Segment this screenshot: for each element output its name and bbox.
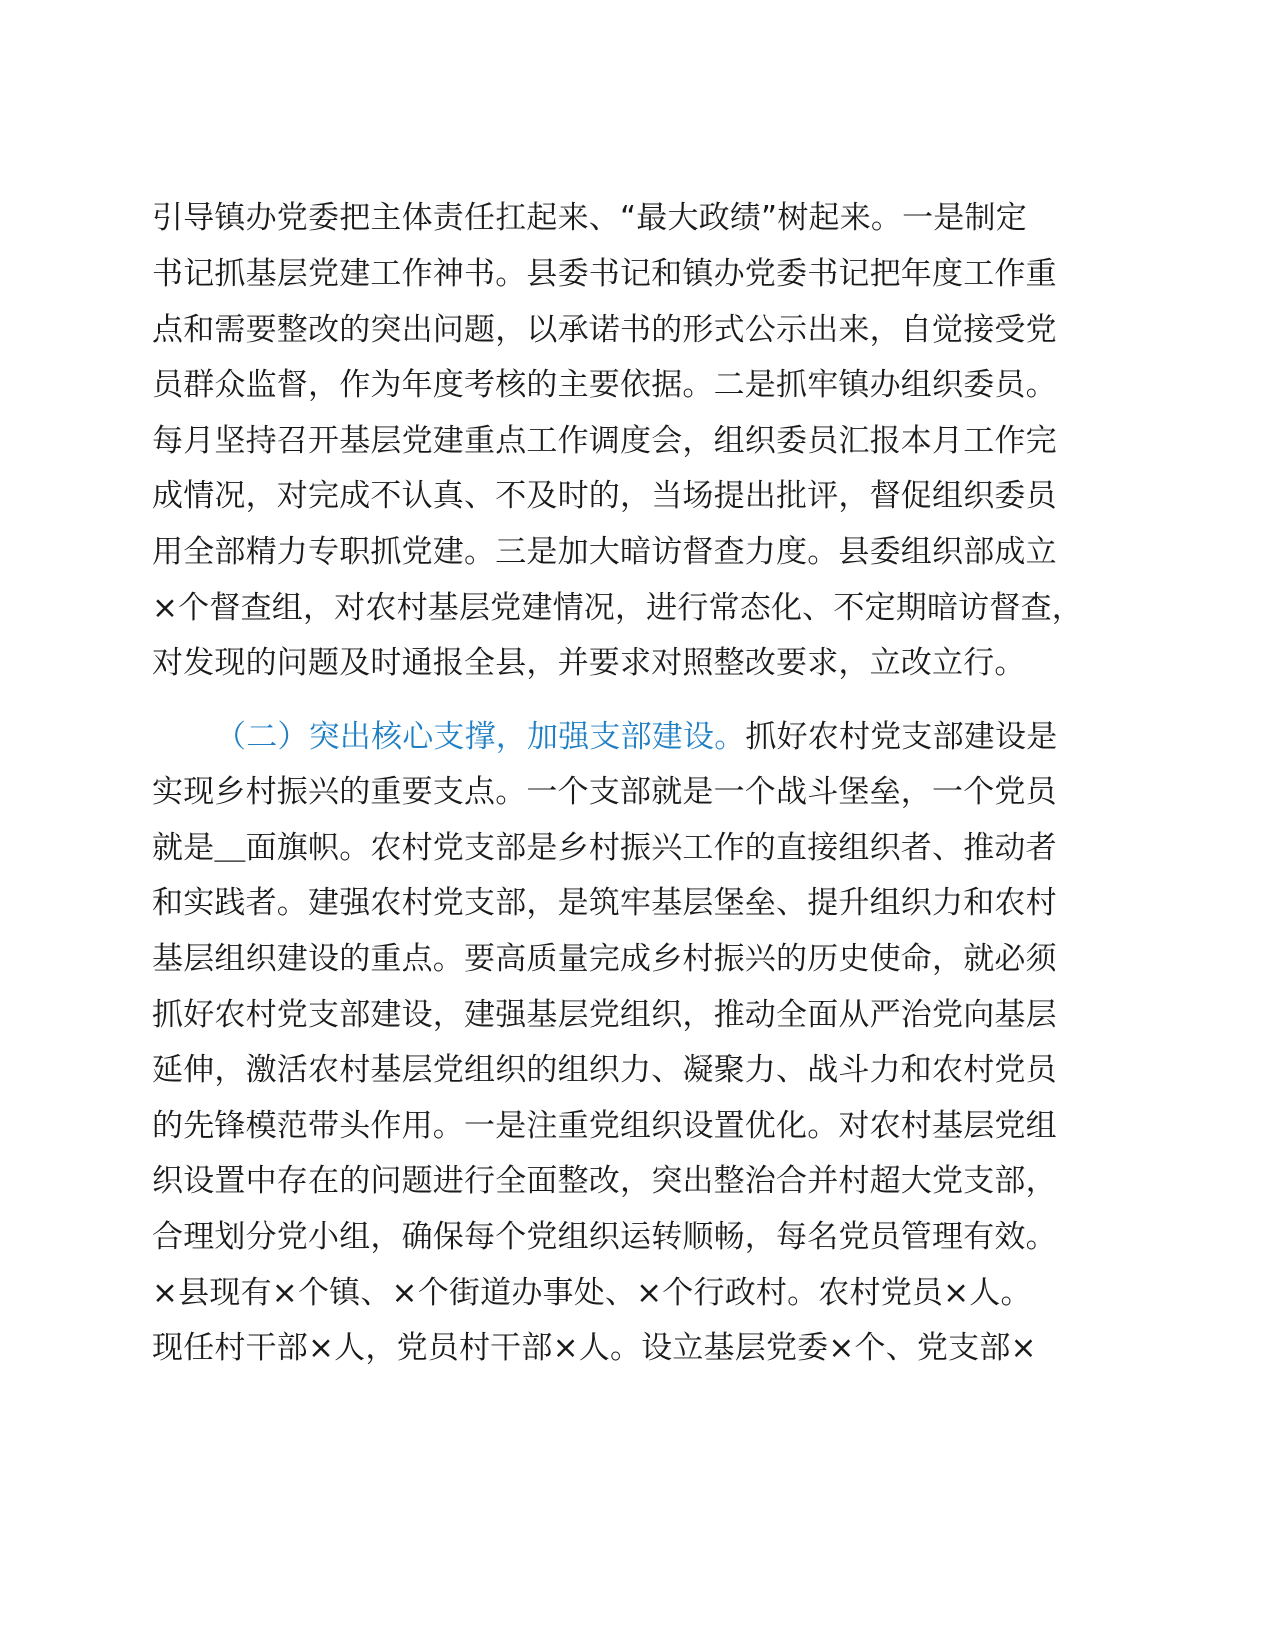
paragraph-2-line: 延伸，激活农村基层党组织的组织力、凝聚力、战斗力和农村党员	[152, 1052, 1057, 1088]
paragraph-2-line: 的先锋模范带头作用。一是注重党组织设置优化。对农村基层党组	[152, 1108, 1057, 1144]
paragraph-2-line: 合理划分党小组，确保每个党组织运转顺畅，每名党员管理有效。	[152, 1219, 1057, 1255]
paragraph-1-line: 每月坚持召开基层党建重点工作调度会，组织委员汇报本月工作完	[152, 423, 1057, 459]
paragraph-1-line: ×个督查组，对农村基层党建情况，进行常态化、不定期暗访督查，	[152, 590, 1083, 626]
paragraph-2-first-line	[215, 715, 1142, 759]
paragraph-1-line: 对发现的问题及时通报全县，并要求对照整改要求，立改立行。	[152, 645, 1026, 681]
section-heading: （二）突出核心支撑，加强支部建设。	[215, 719, 746, 755]
paragraph-2-line: 抓好农村党支部建设，建强基层党组织，推动全面从严治党向基层	[152, 997, 1057, 1033]
paragraph-2-line: 现任村干部×人，党员村干部×人。设立基层党委×个、党支部×	[152, 1330, 1037, 1366]
paragraph-1-line: 员群众监督，作为年度考核的主要依据。二是抓牢镇办组织委员。	[152, 367, 1057, 403]
paragraph-1-line: 书记抓基层党建工作神书。县委书记和镇办党委书记把年度工作重	[152, 256, 1057, 292]
paragraph-1-line: 用全部精力专职抓党建。三是加大暗访督查力度。县委组织部成立	[152, 534, 1057, 570]
paragraph-2-line: ×县现有×个镇、×个街道办事处、×个行政村。农村党员×人。	[152, 1275, 1032, 1311]
paragraph-1-line: 成情况，对完成不认真、不及时的，当场提出批评，督促组织委员	[152, 478, 1057, 514]
paragraph-2-line: 织设置中存在的问题进行全面整改，突出整治合并村超大党支部，	[152, 1163, 1057, 1199]
paragraph-2-line: 实现乡村振兴的重要支点。一个支部就是一个战斗堡垒，一个党员	[152, 774, 1057, 810]
paragraph-2-line: 和实践者。建强农村党支部，是筑牢基层堡垒、提升组织力和农村	[152, 885, 1057, 921]
paragraph-2-line: 基层组织建设的重点。要高质量完成乡村振兴的历史使命，就必须	[152, 941, 1057, 977]
paragraph-2-first-line-text: 抓好农村党支部建设是	[745, 719, 1058, 755]
paragraph-1-line: 引导镇办党委把主体责任扛起来、“最大政绩”树起来。一是制定	[152, 200, 1027, 236]
paragraph-2-line: 就是＿面旗帜。农村党支部是乡村振兴工作的直接组织者、推动者	[152, 830, 1057, 866]
paragraph-1-line: 点和需要整改的突出问题，以承诺书的形式公示出来，自觉接受党	[152, 312, 1057, 348]
